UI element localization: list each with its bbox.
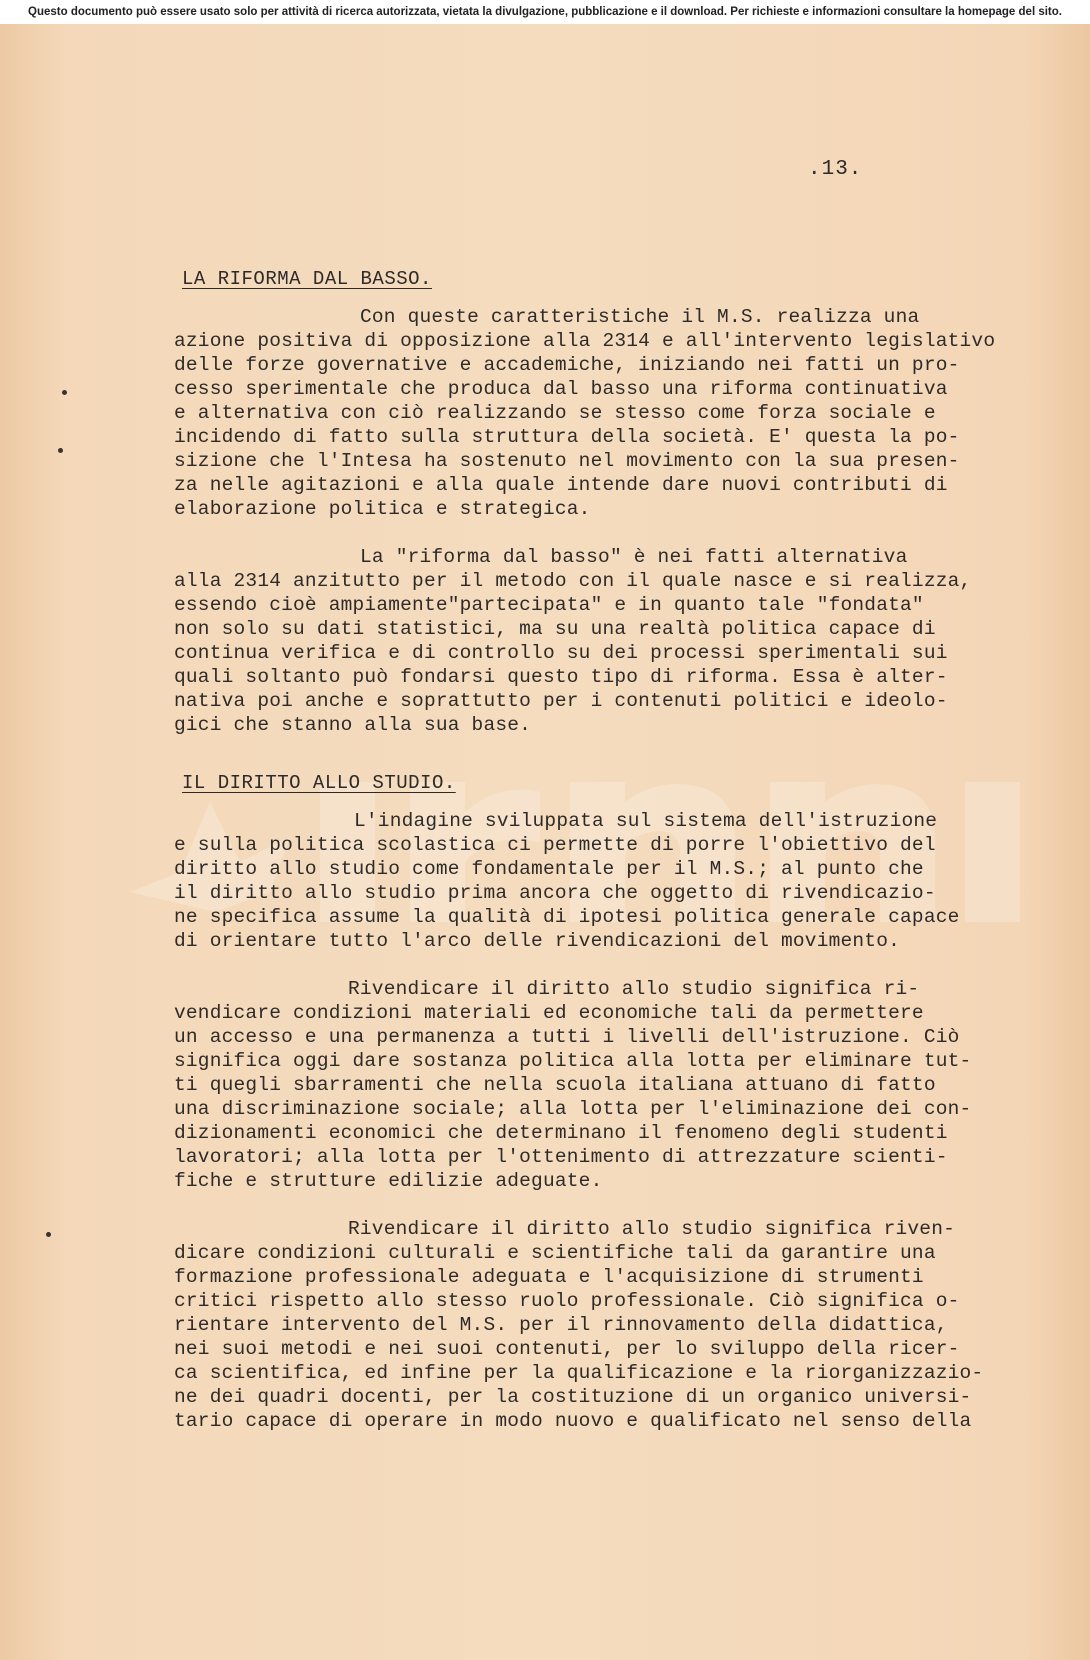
- text-line: Rivendicare il diritto allo studio significa riven-: [348, 1218, 955, 1240]
- text-line: ne dei quadri docenti, per la costituzione di un organico universi-: [174, 1386, 972, 1408]
- text-line: quali soltanto può fondarsi questo tipo di riforma. Essa è alter-: [174, 666, 948, 688]
- text-line: delle forze governative e accademiche, iniziando nei fatti un pro-: [174, 354, 960, 376]
- margin-mark: [58, 448, 63, 453]
- text-line: fiche e strutture edilizie adeguate.: [174, 1170, 603, 1192]
- text-line: dicare condizioni culturali e scientifiche tali da garantire una: [174, 1242, 936, 1264]
- text-line: Rivendicare il diritto allo studio significa ri-: [348, 978, 920, 1000]
- text-line: e alternativa con ciò realizzando se stesso come forza sociale e: [174, 402, 936, 424]
- text-line: un accesso e una permanenza a tutti i livelli dell'istruzione. Ciò: [174, 1026, 960, 1048]
- section-heading-diritto-studio: IL DIRITTO ALLO STUDIO.: [182, 772, 456, 794]
- text-line: ne specifica assume la qualità di ipotesi politica generale capace: [174, 906, 960, 928]
- text-line: essendo cioè ampiamente"partecipata" e in quanto tale "fondata": [174, 594, 924, 616]
- text-line: alla 2314 anzitutto per il metodo con il quale nasce e si realizza,: [174, 570, 972, 592]
- text-line: diritto allo studio come fondamentale per il M.S.; al punto che: [174, 858, 924, 880]
- text-line: nativa poi anche e soprattutto per i contenuti politici e ideolo-: [174, 690, 948, 712]
- text-line: L'indagine sviluppata sul sistema dell'istruzione: [354, 810, 938, 832]
- text-line: azione positiva di opposizione alla 2314 e all'intervento legislativo: [174, 330, 996, 352]
- text-line: continua verifica e di controllo su dei processi sperimentali sui: [174, 642, 948, 664]
- text-line: di orientare tutto l'arco delle rivendicazioni del movimento.: [174, 930, 901, 952]
- text-line: lavoratori; alla lotta per l'ottenimento di attrezzature scienti-: [174, 1146, 948, 1168]
- text-line: incidendo di fatto sulla struttura della società. E' questa la po-: [174, 426, 960, 448]
- text-line: ca scientifica, ed infine per la qualificazione e la riorganizzazio-: [174, 1362, 984, 1384]
- text-line: gici che stanno alla sua base.: [174, 714, 532, 736]
- text-line: critici rispetto allo stesso ruolo professionale. Ciò significa o-: [174, 1290, 960, 1312]
- text-line: non solo su dati statistici, ma su una realtà politica capace di: [174, 618, 936, 640]
- margin-mark: [46, 1232, 51, 1237]
- page-number: .13.: [808, 158, 863, 181]
- margin-mark: [62, 390, 67, 395]
- text-line: rientare intervento del M.S. per il rinnovamento della didattica,: [174, 1314, 948, 1336]
- text-line: significa oggi dare sostanza politica alla lotta per eliminare tut-: [174, 1050, 972, 1072]
- text-line: cesso sperimentale che produca dal basso una riforma continuativa: [174, 378, 948, 400]
- text-line: nei suoi metodi e nei suoi contenuti, per lo sviluppo della ricer-: [174, 1338, 960, 1360]
- text-line: La "riforma dal basso" è nei fatti alternativa: [360, 546, 908, 568]
- text-line: elaborazione politica e strategica.: [174, 498, 591, 520]
- section-heading-riforma: LA RIFORMA DAL BASSO.: [182, 268, 432, 290]
- text-line: e sulla politica scolastica ci permette di porre l'obiettivo del: [174, 834, 936, 856]
- text-line: formazione professionale adeguata e l'acquisizione di strumenti: [174, 1266, 924, 1288]
- text-line: ti quegli sbarramenti che nella scuola italiana attuano di fatto: [174, 1074, 936, 1096]
- text-line: vendicare condizioni materiali ed economiche tali da permettere: [174, 1002, 924, 1024]
- text-line: za nelle agitazioni e alla quale intende dare nuovi contributi di: [174, 474, 948, 496]
- text-line: tario capace di operare in modo nuovo e qualificato nel senso della: [174, 1410, 972, 1432]
- text-line: sizione che l'Intesa ha sostenuto nel movimento con la sua presen-: [174, 450, 960, 472]
- usage-notice-banner: Questo documento può essere usato solo per attività di ricerca autorizzata, vietata la divulgazione, pubblicazione e il download. Per richieste e informazioni consultare la homepage del sito.: [0, 0, 1090, 24]
- text-line: il diritto allo studio prima ancora che oggetto di rivendicazio-: [174, 882, 936, 904]
- text-line: dizionamenti economici che determinano il fenomeno degli studenti: [174, 1122, 948, 1144]
- text-line: Con queste caratteristiche il M.S. realizza una: [360, 306, 920, 328]
- text-line: una discriminazione sociale; alla lotta per l'eliminazione dei con-: [174, 1098, 972, 1120]
